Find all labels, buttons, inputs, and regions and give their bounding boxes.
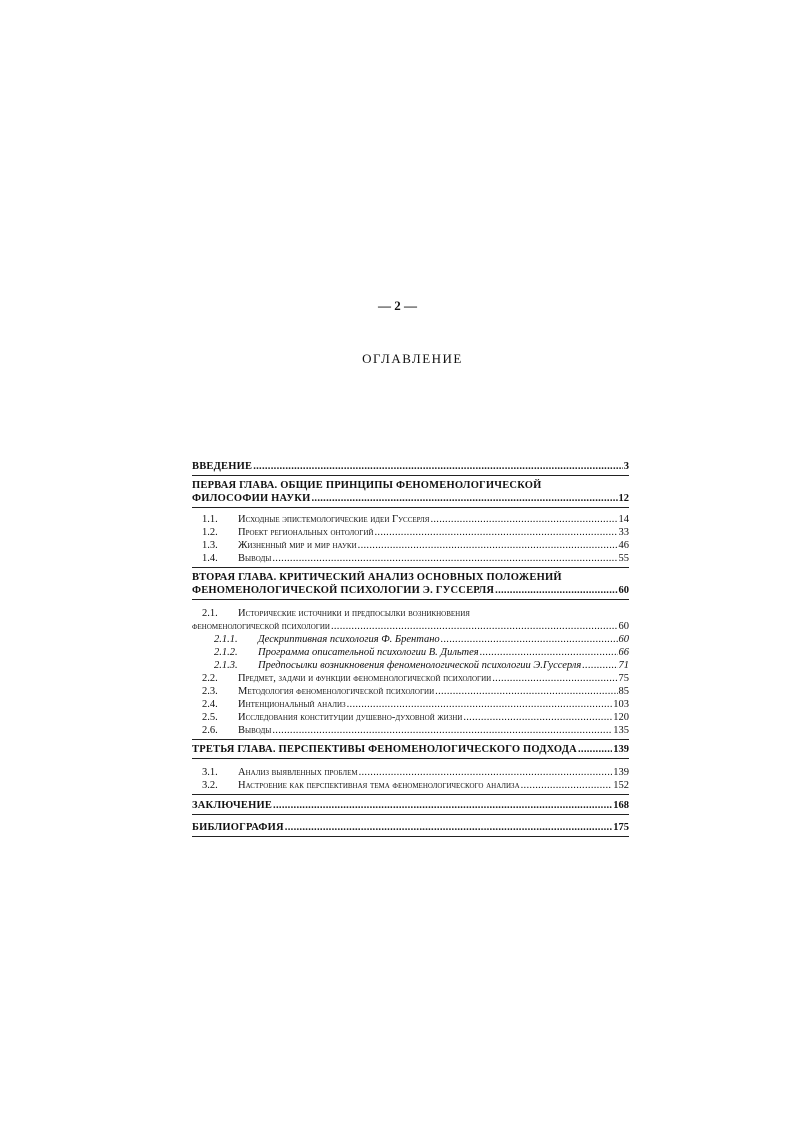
leader-dots [272, 552, 617, 565]
leader-dots [347, 698, 613, 711]
subsection-number: 2.1.3. [214, 660, 238, 671]
toc-section-2-2 [192, 672, 629, 685]
toc-entry-chapter2 [192, 584, 629, 597]
section-number: 1.3. [202, 540, 218, 551]
leader-dots [374, 526, 617, 539]
section-label: Выводы [238, 725, 272, 736]
leader-dots [331, 620, 618, 633]
chapter1-title-line1: ПЕРВАЯ ГЛАВА. ОБЩИЕ ПРИНЦИПЫ ФЕНОМЕНОЛОГИЧЕСКОЙ [192, 480, 542, 491]
leader-dots [272, 724, 612, 737]
section-label: Выводы [238, 553, 272, 564]
toc-entry-page: 175 [613, 822, 629, 833]
section-number: 2.3. [202, 686, 218, 697]
toc-subsection-2-1-1 [192, 633, 629, 646]
section-page: 55 [618, 553, 629, 564]
leader-dots [492, 672, 617, 685]
toc-subsection-2-1-3 [192, 659, 629, 672]
toc-entry-label: ВВЕДЕНИЕ [192, 461, 253, 472]
leader-dots [463, 711, 612, 724]
toc-section-2-3 [192, 685, 629, 698]
leader-dots [435, 685, 617, 698]
section-label: Настроение как перспективная тема феноменологического анализа [238, 780, 520, 791]
subsection-number: 2.1.2. [214, 647, 238, 658]
leader-dots [253, 460, 623, 473]
chapter2-title-line1: ВТОРАЯ ГЛАВА. КРИТИЧЕСКИЙ АНАЛИЗ ОСНОВНЫХ ПОЛОЖЕНИЙ [192, 572, 562, 583]
leader-dots [578, 743, 612, 756]
section-number: 1.2. [202, 527, 218, 538]
section-page: 33 [618, 527, 629, 538]
section-number: 2.4. [202, 699, 218, 710]
divider [192, 836, 629, 837]
toc-entry-page: 12 [618, 493, 629, 504]
toc-entry-page: 60 [618, 585, 629, 596]
divider [192, 794, 629, 795]
toc-entry-label: ЗАКЛЮЧЕНИЕ [192, 800, 273, 811]
toc-section-1-3 [192, 539, 629, 552]
section-label: Жизненный мир и мир науки [238, 540, 357, 551]
leader-dots [521, 779, 613, 792]
toc-entry-chapter1 [192, 492, 629, 505]
toc-entry-conclusion [192, 799, 629, 812]
toc-section-2-1-line1 [192, 607, 629, 620]
section-number: 3.2. [202, 780, 218, 791]
section-number: 1.1. [202, 514, 218, 525]
toc-entry-bibliography [192, 821, 629, 834]
leader-dots [311, 492, 617, 505]
divider [192, 814, 629, 815]
toc-subsection-2-1-2 [192, 646, 629, 659]
leader-dots [273, 799, 612, 812]
toc-entry-page: 3 [623, 461, 629, 472]
section-label: Методология феноменологической психологии [238, 686, 435, 697]
subsection-label: Дескриптивная психология Ф. Брентано [258, 634, 440, 645]
section-page: 120 [613, 712, 629, 723]
toc-section-2-6 [192, 724, 629, 737]
section-label: Предмет, задачи и функции феноменологической психологии [238, 673, 492, 684]
subsection-label: Предпосылки возникновения феноменологической психологии Э.Гуссерля [258, 660, 582, 671]
section-number: 2.6. [202, 725, 218, 736]
section-page: 85 [618, 686, 629, 697]
section-number: 1.4. [202, 553, 218, 564]
section-number: 2.2. [202, 673, 218, 684]
section-page: 14 [618, 514, 629, 525]
leader-dots [495, 584, 617, 597]
leader-dots [582, 659, 617, 672]
subsection-page: 71 [618, 660, 629, 671]
toc-entry-chapter3 [192, 743, 629, 756]
section-page: 103 [613, 699, 629, 710]
section-label: Проект региональных онтологий [238, 527, 374, 538]
section-page: 135 [613, 725, 629, 736]
section-page: 75 [618, 673, 629, 684]
chapter2-title-line2: ФЕНОМЕНОЛОГИЧЕСКОЙ ПСИХОЛОГИИ Э. ГУССЕРЛЯ [192, 585, 495, 596]
leader-dots [441, 633, 618, 646]
leader-dots [430, 513, 617, 526]
section-page: 60 [618, 621, 629, 632]
toc-entry-page: 168 [613, 800, 629, 811]
toc-entry-label: БИБЛИОГРАФИЯ [192, 822, 284, 833]
section-number: 3.1. [202, 767, 218, 778]
table-of-contents [192, 460, 629, 837]
toc-section-1-4 [192, 552, 629, 565]
section-number: 2.1. [202, 608, 218, 619]
leader-dots [359, 766, 613, 779]
toc-section-2-1-line2 [192, 620, 629, 633]
section-number: 2.5. [202, 712, 218, 723]
section-label-cont: феноменологической психологии [192, 621, 330, 632]
page-number: — 2 — [378, 298, 417, 313]
toc-section-3-1 [192, 766, 629, 779]
toc-section-1-1 [192, 513, 629, 526]
divider [192, 567, 629, 568]
section-page: 152 [613, 780, 629, 791]
toc-section-2-4 [192, 698, 629, 711]
leader-dots [285, 821, 612, 834]
leader-dots [358, 539, 618, 552]
divider [192, 739, 629, 740]
toc-title: ОГЛАВЛЕНИЕ [362, 351, 463, 366]
section-label: Исследования конституции душевно-духовной жизни [238, 712, 463, 723]
subsection-page: 60 [618, 634, 629, 645]
toc-section-1-2 [192, 526, 629, 539]
subsection-label: Программа описательной психологии В. Дильтея [258, 647, 479, 658]
divider [192, 475, 629, 476]
section-label: Исходные эпистемологические идеи Гуссерля [238, 514, 430, 525]
section-label: Анализ выявленных проблем [238, 767, 358, 778]
section-page: 46 [618, 540, 629, 551]
section-page: 139 [613, 767, 629, 778]
toc-section-2-5 [192, 711, 629, 724]
toc-entry-introduction [192, 460, 629, 473]
toc-entry-page: 139 [613, 744, 629, 755]
subsection-page: 66 [618, 647, 629, 658]
section-label: Исторические источники и предпосылки возникновения [238, 608, 470, 619]
section-label: Интенциональный анализ [238, 699, 346, 710]
toc-entry-label: ТРЕТЬЯ ГЛАВА. ПЕРСПЕКТИВЫ ФЕНОМЕНОЛОГИЧЕСКОГО ПОДХОДА [192, 744, 577, 755]
chapter1-title-line2: ФИЛОСОФИИ НАУКИ [192, 493, 311, 504]
subsection-number: 2.1.1. [214, 634, 238, 645]
leader-dots [480, 646, 618, 659]
toc-section-3-2 [192, 779, 629, 792]
